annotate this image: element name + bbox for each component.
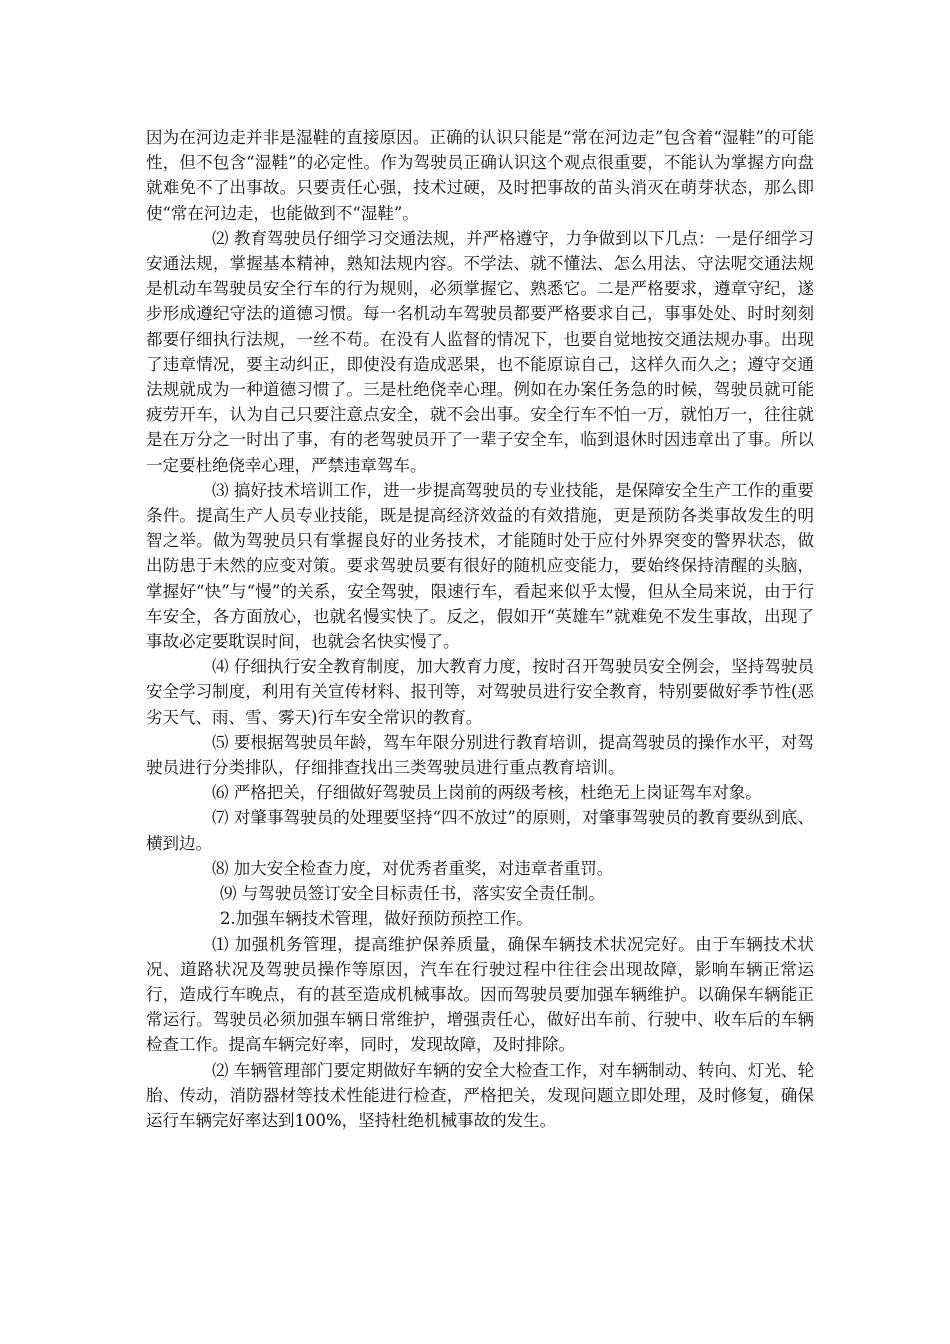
paragraph-subitem-2: ⑵ 车辆管理部门要定期做好车辆的安全大检查工作，对车辆制动、转向、灯光、轮胎、传动，消防器材等技术性能进行检查，严格把关，发现问题立即处理，及时修复，确保运行车辆完好率达到100%，坚持杜绝机械事故的发生。 xyxy=(146,1060,814,1130)
paragraph-continuation: 因为在河边走并非是湿鞋的直接原因。正确的认识只能是“常在河边走”包含着“湿鞋”的可能性，但不包含“湿鞋”的必定性。作为驾驶员正确认识这个观点很重要，不能认为掌握方向盘就难免不了出事故。只要责任心强，技术过硬，及时把事故的苗头消灭在萌芽状态，那么即使“常在河边走，也能做到不“湿鞋”。 xyxy=(146,128,814,223)
paragraph-item-5: ⑸ 要根据驾驶员年龄，驾车年限分别进行教育培训，提高驾驶员的操作水平，对驾驶员进行分类排队，仔细排查找出三类驾驶员进行重点教育培训。 xyxy=(146,732,814,778)
paragraph-item-4: ⑷ 仔细执行安全教育制度，加大教育力度，按时召开驾驶员安全例会，坚持驾驶员安全学习制度，利用有关宣传材料、报刊等，对驾驶员进行安全教育，特别要做好季节性(恶劣天气、雨、雪、雾天)行车安全常识的教育。 xyxy=(146,657,814,727)
paragraph-subitem-1: ⑴ 加强机务管理，提高维护保养质量，确保车辆技术状况完好。由于车辆技术状况、道路状况及驾驶员操作等原因，汽车在行驶过程中往往会出现故障，影响车辆正常运行，造成行车晚点，有的甚至造成机械事故。因而驾驶员要加强车辆维护。以确保车辆能正常运行。驾驶员必须加强车辆日常维护，增强责任心，做好出车前、行驶中、收车后的车辆检查工作。提高车辆完好率，同时，发现故障，及时排除。 xyxy=(146,934,814,1055)
paragraph-item-9: ⑼ 与驾驶员签订安全目标责任书，落实安全责任制。 xyxy=(220,884,605,904)
section-heading-2: 2.加强车辆技术管理，做好预防预控工作。 xyxy=(220,909,533,929)
paragraph-item-3: ⑶ 搞好技术培训工作，进一步提高驾驶员的专业技能，是保障安全生产工作的重要条件。提高生产人员专业技能，既是提高经济效益的有效措施，更是预防各类事故发生的明智之举。做为驾驶员只有掌握良好的业务技术，才能随时处于应付外界突变的警界状态，做出防患于未然的应变对策。要求驾驶员要有很好的随机应变能力，要始终保持清醒的头脑，掌握好“快”与“慢”的关系，安全驾驶，限速行车，看起来似乎太慢，但从全局来说，由于行车安全，各方面放心，也就名慢实快了。反之，假如开“英雄车”就难免不发生事故，出现了事故必定要耽误时间，也就会名快实慢了。 xyxy=(146,480,814,652)
paragraph-item-6: ⑹ 严格把关，仔细做好驾驶员上岗前的两级考核，杜绝无上岗证驾车对象。 xyxy=(212,783,762,803)
document-page xyxy=(146,125,814,1133)
paragraph-item-8: ⑻ 加大安全检查力度，对优秀者重奖，对违章者重罚。 xyxy=(212,858,614,878)
paragraph-item-2: ⑵ 教育驾驶员仔细学习交通法规，并严格遵守，力争做到以下几点：一是仔细学习安通法规，掌握基本精神，熟知法规内容。不学法、就不懂法、怎么用法、守法呢交通法规是机动车驾驶员安全行车的行为规则，必须掌握它、熟悉它。二是严格要求，遵章守纪，遂步形成遵纪守法的道德习惯。每一名机动车驾驶员都要严格要求自己，事事处处、时时刻刻都要仔细执行法规，一丝不苟。在没有人监督的情况下，也要自觉地按交通法规办事。出现了违章情况，要主动纠正，即使没有造成恶果，也不能原谅自己，这样久而久之；遵守交通法规就成为一种道德习惯了。三是杜绝侥幸心理。例如在办案任务急的时候，驾驶员就可能疲劳开车，认为自己只要注意点安全，就不会出事。安全行车不怕一万，就怕万一，往往就是在万分之一时出了事，有的老驾驶员开了一辈子安全车，临到退休时因违章出了事。所以一定要杜绝侥幸心理，严禁违章驾车。 xyxy=(146,228,814,475)
paragraph-item-7: ⑺ 对肇事驾驶员的处理要坚持“四不放过”的原则，对肇事驾驶员的教育要纵到底、横到边。 xyxy=(146,808,814,853)
